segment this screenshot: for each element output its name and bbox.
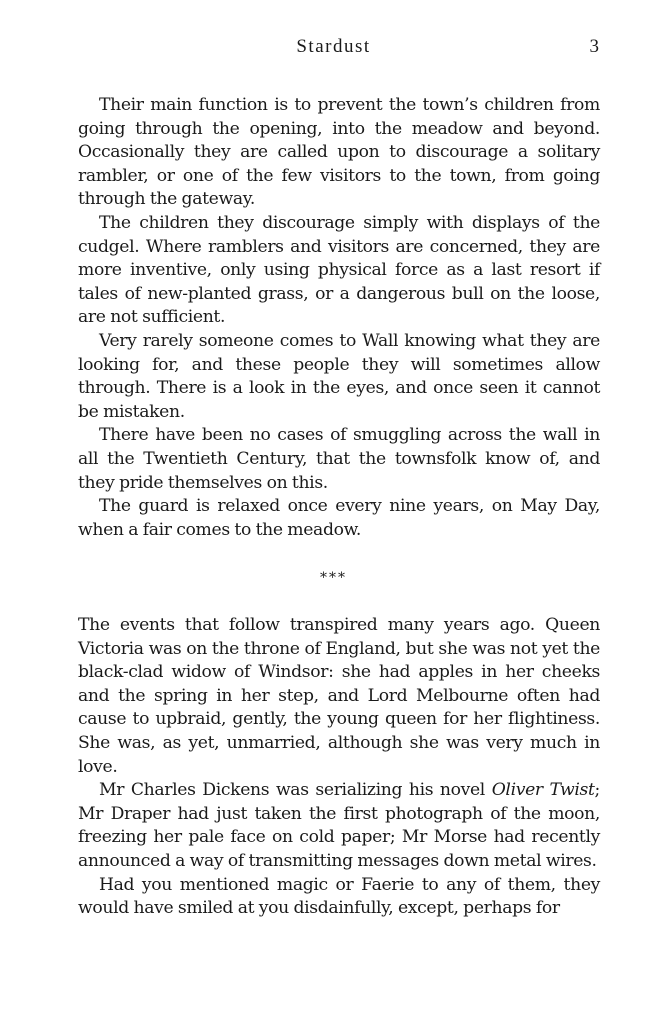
paragraph: The events that follow transpired many years ago. Queen Victoria was on the throne of England, but she was not yet the black-clad widow of Windsor: she had apples in her cheeks and the spring in her step, and Lord Melbourne often had cause to upbraid, gently, the young queen for her flightiness. She was, as yet, unmarried, although she was very much in love. — [78, 615, 600, 777]
running-header — [0, 36, 667, 60]
paragraph: There have been no cases of smuggling across the wall in all the Twentieth Century, that the townsfolk know of, and they pride themselves on this. — [78, 425, 600, 493]
section-1 — [78, 94, 600, 542]
paragraph — [78, 779, 600, 873]
paragraph: Their main function is to prevent the town’s children from going through the opening, into the meadow and beyond. Occasionally they are called upon to discourage a solitary rambler, or one of the few visitors to the town, from going through the gateway. — [78, 95, 600, 210]
paragraph: The children they discourage simply with displays of the cudgel. Where ramblers and visitors are concerned, they are more inventive, only using physical force as a last resort if tales of new-planted grass, or a dangerous bull on the loose, are not sufficient. — [78, 212, 600, 328]
section-2 — [78, 614, 600, 921]
paragraph-text: ; Mr Draper had just taken the first photograph of the moon, freezing her pale face on cold paper; Mr Morse had recently announced a way of transmitting messages down metal wires. — [78, 780, 600, 871]
page-number: 3 — [589, 36, 599, 57]
novel-title: Oliver Twist — [491, 780, 595, 801]
paragraph: The guard is relaxed once every nine years, on May Day, when a fair comes to the meadow. — [78, 496, 600, 540]
section-break: *** — [320, 570, 347, 586]
paragraph: Had you mentioned magic or Faerie to any of them, they would have smiled at you disdainfully, except, perhaps for — [78, 874, 600, 919]
paragraph-text: Mr Charles Dickens was serializing his novel — [99, 780, 492, 801]
book-title: Stardust — [296, 36, 371, 57]
paragraph: Very rarely someone comes to Wall knowing what they are looking for, and these people they will sometimes allow through. There is a look in the eyes, and once seen it cannot be mistaken. — [78, 330, 600, 422]
